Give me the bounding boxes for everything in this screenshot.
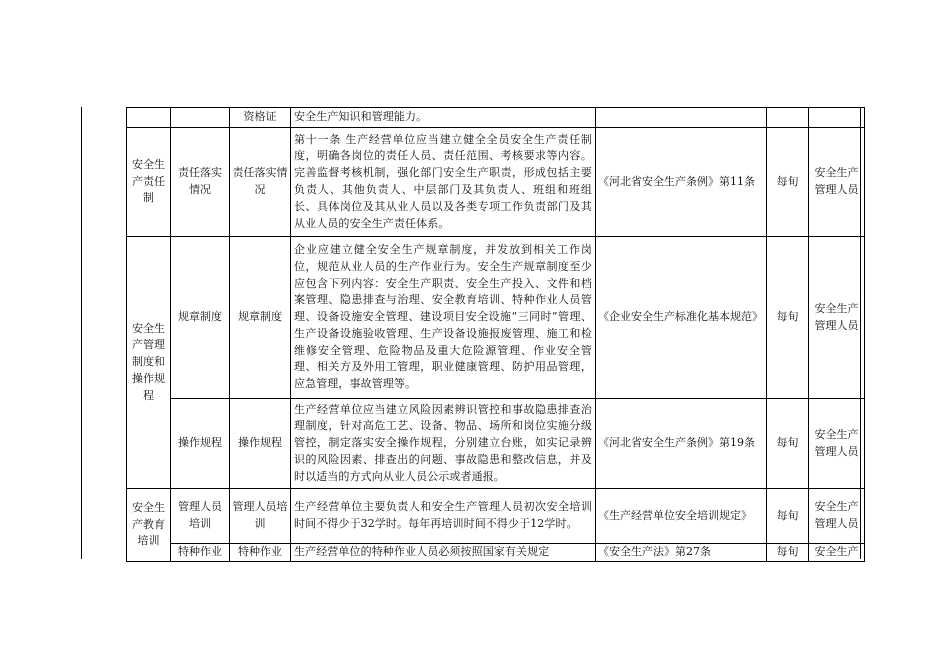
basis-cell: 《河北省安全生产条例》第19条	[596, 399, 767, 489]
basis-cell: 《生产经营单位安全培训规定》	[596, 489, 767, 544]
responsible-cell	[809, 108, 865, 128]
frequency-cell: 每旬	[767, 399, 809, 489]
table-row	[127, 489, 865, 544]
responsible-cell: 安全生产管理人员	[809, 489, 865, 544]
content-cell: 生产经营单位的特种作业人员必须按照国家有关规定	[291, 544, 596, 562]
item-cell: 规章制度	[171, 237, 230, 399]
table-row	[127, 399, 865, 489]
responsible-cell: 安全生产管理人员	[809, 128, 865, 237]
item-cell	[171, 108, 230, 128]
sub-item-cell: 特种作业	[230, 544, 291, 562]
content-cell: 安全生产知识和管理能力。	[291, 108, 596, 128]
responsible-cell: 安全生产	[809, 544, 865, 562]
frequency-cell: 每旬	[767, 544, 809, 562]
frequency-cell: 每旬	[767, 128, 809, 237]
category-cell: 安全生产责任制	[127, 128, 171, 237]
sub-item-cell: 操作规程	[230, 399, 291, 489]
category-cell: 安全生产教育培训	[127, 489, 171, 562]
basis-cell	[596, 108, 767, 128]
inspection-table	[126, 107, 865, 562]
item-cell: 操作规程	[171, 399, 230, 489]
item-cell: 责任落实情况	[171, 128, 230, 237]
table-row	[127, 128, 865, 237]
sub-item-cell: 管理人员培训	[230, 489, 291, 544]
responsible-cell: 安全生产管理人员	[809, 399, 865, 489]
table-row	[127, 544, 865, 562]
content-cell: 第十一条 生产经营单位应当建立健全全员安全生产责任制度，明确各岗位的责任人员、责任范围、考核要求等内容。完善监督考核机制，强化部门安全生产职责，形成包括主要负责人、其他负责人、中层部门及其负责人、班组和班组长、具体岗位及其从业人员以及各类专项工作负责部门及其从业人员的安全生产责任体系。	[291, 128, 596, 237]
content-cell: 生产经营单位应当建立风险因素辨识管控和事故隐患排查治理制度，针对高危工艺、设备、物品、场所和岗位实施分级管控，制定落实安全操作规程，分别建立台账，如实记录辨识的风险因素、排查出的问题、事故隐患和整改信息，并及时以适当的方式向从业人员公示或者通报。	[291, 399, 596, 489]
basis-cell: 《安全生产法》第27条	[596, 544, 767, 562]
item-cell: 管理人员培训	[171, 489, 230, 544]
basis-cell: 《企业安全生产标准化基本规范》	[596, 237, 767, 399]
sub-item-cell: 责任落实情况	[230, 128, 291, 237]
table-row	[127, 237, 865, 399]
item-cell: 特种作业	[171, 544, 230, 562]
category-cell: 安全生产管理制度和操作规程	[127, 237, 171, 489]
content-cell: 企业应建立健全安全生产规章制度，并发放到相关工作岗位，规范从业人员的生产作业行为。安全生产规章制度至少应包含下列内容：安全生产职责、安全生产投入、文件和档案管理、隐患排查与治理、安全教育培训、特种作业人员管理、设备设施安全管理、建设项目安全设施“三同时”管理、生产设备设施验收管理、生产设备设施报废管理、施工和检维修安全管理、危险物品及重大危险源管理、作业安全管理、相关方及外用工管理，职业健康管理、防护用品管理，应急管理，事故管理等。	[291, 237, 596, 399]
responsible-cell: 安全生产管理人员	[809, 237, 865, 399]
table-row	[127, 108, 865, 128]
frequency-cell: 每旬	[767, 237, 809, 399]
sub-item-cell: 规章制度	[230, 237, 291, 399]
basis-cell: 《河北省安全生产条例》第11条	[596, 128, 767, 237]
frequency-cell	[767, 108, 809, 128]
sub-item-cell: 资格证	[230, 108, 291, 128]
category-cell	[127, 108, 171, 128]
frequency-cell: 每旬	[767, 489, 809, 544]
content-cell: 生产经营单位主要负责人和安全生产管理人员初次安全培训时间不得少于32学时。每年再培训时间不得少于12学时。	[291, 489, 596, 544]
